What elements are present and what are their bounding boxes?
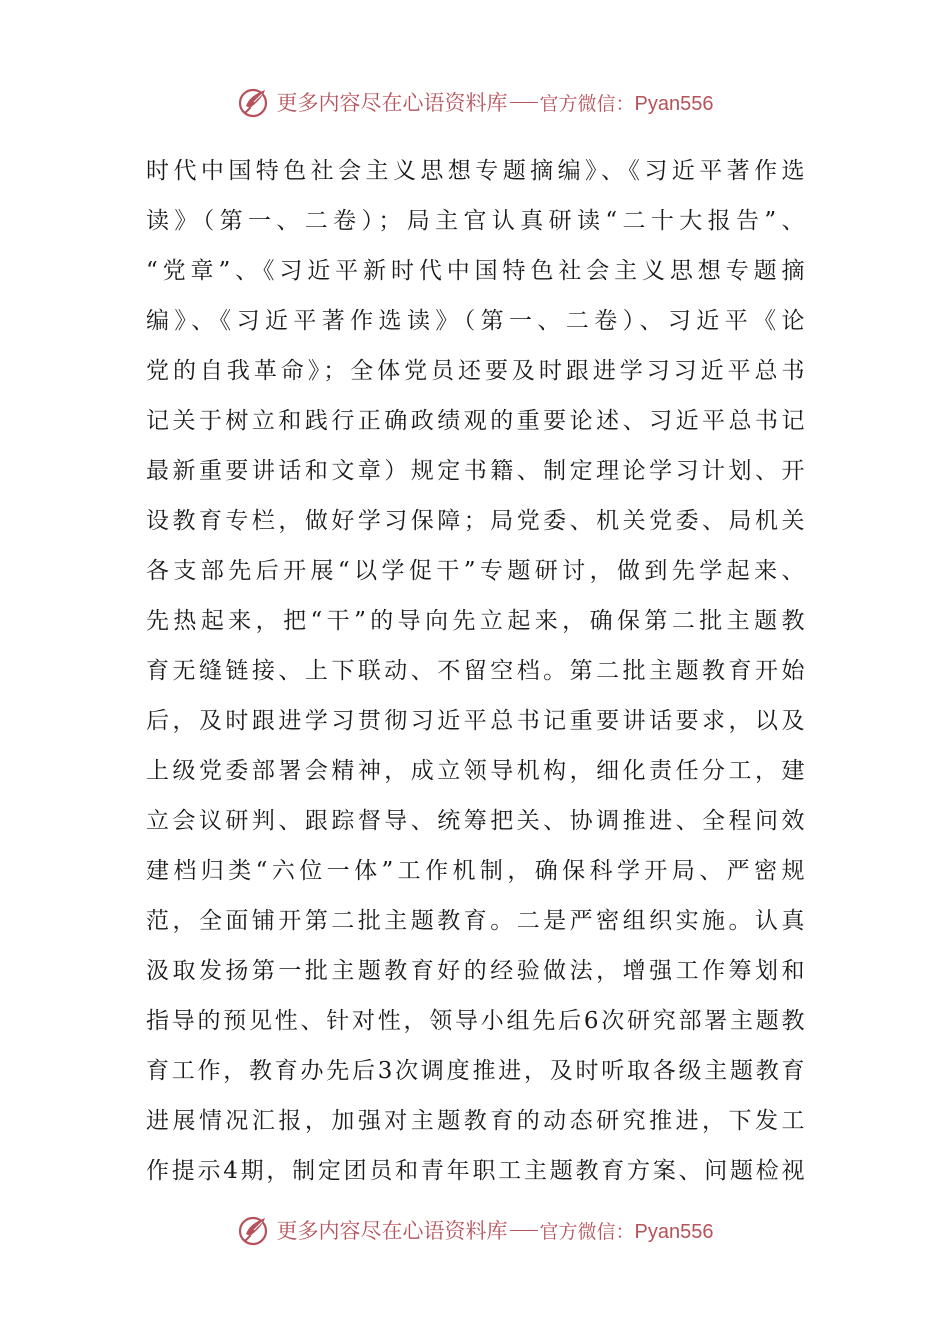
footer-wechat-handle: Pyan556 — [634, 1221, 714, 1243]
body-line: 记关于树立和践行正确政绩观的重要论述、习近平总书记 — [146, 408, 806, 434]
header-wechat-label: 官方微信： — [539, 93, 635, 115]
header-wechat-handle: Pyan556 — [634, 93, 714, 115]
header-banner — [0, 82, 950, 122]
body-line: 后，及时跟进学习贯彻习近平总书记重要讲话要求，以及 — [146, 708, 806, 734]
body-line: 汲取发扬第一批主题教育好的经验做法，增强工作筹划和 — [146, 958, 806, 984]
body-line: 编》、《习近平著作选读》（第一、二卷）、习近平《论 — [146, 308, 806, 334]
header-dash — [510, 102, 538, 103]
body-line: “党章”、《习近平新时代中国特色社会主义思想专题摘 — [146, 258, 806, 284]
footer-banner — [0, 1210, 950, 1250]
pen-logo-icon — [237, 84, 273, 120]
footer-dash — [510, 1230, 538, 1231]
body-line: 设教育专栏，做好学习保障；局党委、机关党委、局机关 — [146, 508, 806, 534]
body-line: 读》（第一、二卷）；局主官认真研读“二十大报告”、 — [146, 208, 806, 234]
body-line: 育无缝链接、上下联动、不留空档。第二批主题教育开始 — [146, 658, 806, 684]
body-line: 建档归类“六位一体”工作机制，确保科学开局、严密规 — [146, 858, 806, 884]
body-line: 先热起来，把“干”的导向先立起来，确保第二批主题教 — [146, 608, 806, 634]
body-line: 党的自我革命》；全体党员还要及时跟进学习习近平总书 — [146, 358, 806, 384]
document-body — [146, 146, 806, 1196]
footer-text — [277, 1215, 714, 1245]
body-line: 时代中国特色社会主义思想专题摘编》、《习近平著作选 — [146, 158, 806, 184]
body-line: 各支部先后开展“以学促干”专题研讨，做到先学起来、 — [146, 558, 806, 584]
header-text — [277, 87, 714, 117]
body-line: 进展情况汇报，加强对主题教育的动态研究推进，下发工 — [146, 1108, 806, 1134]
body-line: 立会议研判、跟踪督导、统筹把关、协调推进、全程问效 — [146, 808, 806, 834]
body-line: 范，全面铺开第二批主题教育。二是严密组织实施。认真 — [146, 908, 806, 934]
pen-logo-icon — [237, 1212, 273, 1248]
footer-site-name: 更多内容尽在心语资料库 — [276, 1219, 508, 1243]
body-line: 指导的预见性、针对性，领导小组先后6次研究部署主题教 — [146, 1008, 806, 1034]
body-line: 育工作，教育办先后3次调度推进，及时听取各级主题教育 — [146, 1058, 806, 1084]
body-line: 上级党委部署会精神，成立领导机构，细化责任分工，建 — [146, 758, 806, 784]
footer-wechat-label: 官方微信： — [539, 1221, 635, 1243]
header-site-name: 更多内容尽在心语资料库 — [276, 91, 508, 115]
body-line: 作提示4期，制定团员和青年职工主题教育方案、问题检视 — [146, 1158, 806, 1184]
body-line: 最新重要讲话和文章）规定书籍、制定理论学习计划、开 — [146, 458, 806, 484]
